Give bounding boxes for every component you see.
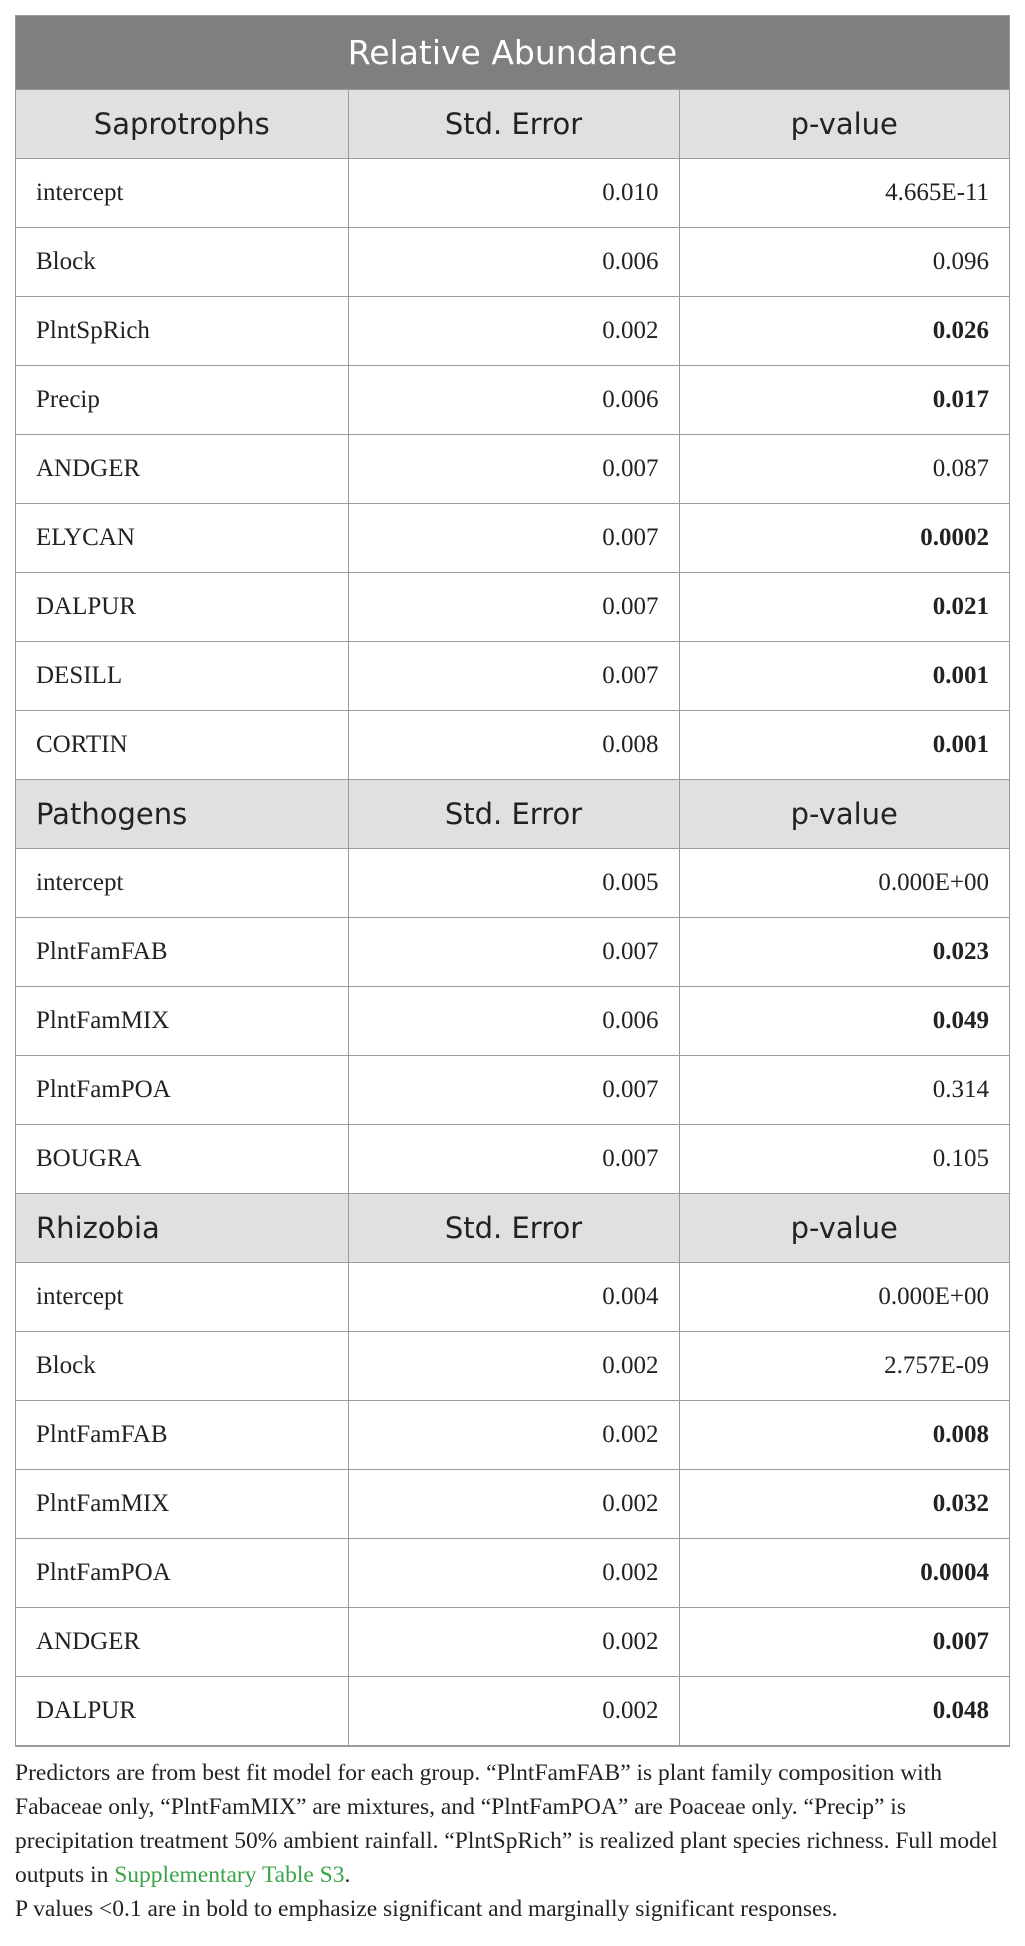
p-value-cell: 0.023 [679, 918, 1009, 987]
std-error-cell: 0.006 [348, 228, 679, 297]
predictor-cell: ANDGER [16, 435, 348, 504]
table-row [16, 849, 1009, 918]
predictor-cell: Block [16, 1332, 348, 1401]
table-row [16, 918, 1009, 987]
std-error-cell: 0.002 [348, 1677, 679, 1746]
column-header-std-error: Std. Error [348, 780, 679, 849]
std-error-cell: 0.007 [348, 1056, 679, 1125]
table-row [16, 642, 1009, 711]
predictor-cell: CORTIN [16, 711, 348, 780]
std-error-cell: 0.002 [348, 1401, 679, 1470]
predictor-cell: intercept [16, 159, 348, 228]
std-error-cell: 0.004 [348, 1263, 679, 1332]
std-error-cell: 0.002 [348, 1470, 679, 1539]
table-title: Relative Abundance [16, 16, 1009, 90]
p-value-cell: 0.087 [679, 435, 1009, 504]
table-row [16, 1470, 1009, 1539]
table-row [16, 435, 1009, 504]
p-value-cell: 0.032 [679, 1470, 1009, 1539]
predictor-cell: BOUGRA [16, 1125, 348, 1194]
table-row [16, 1539, 1009, 1608]
predictor-cell: PlntFamPOA [16, 1056, 348, 1125]
footnote-text: Predictors are from best fit model for each group. “PlntFamFAB” is plant family composition with Fabaceae only, “PlntFamMIX” are mixtures, and “PlntFamPOA” are Poaceae only. “Precip” is precipitation treatment 50% ambient rainfall. “PlntSpRich” is realized plant species richness. Full model outputs in [15, 1760, 998, 1888]
p-value-cell: 4.665E-11 [679, 159, 1009, 228]
table-row [16, 1263, 1009, 1332]
table-footnote [15, 1756, 1010, 1926]
p-value-cell: 0.048 [679, 1677, 1009, 1746]
std-error-cell: 0.007 [348, 573, 679, 642]
table-row [16, 366, 1009, 435]
std-error-cell: 0.010 [348, 159, 679, 228]
column-header-p-value: p-value [679, 780, 1009, 849]
p-value-cell: 0.001 [679, 642, 1009, 711]
std-error-cell: 0.007 [348, 435, 679, 504]
predictor-cell: PlntFamMIX [16, 987, 348, 1056]
predictor-cell: PlntFamFAB [16, 1401, 348, 1470]
table-row [16, 297, 1009, 366]
predictor-cell: PlntFamPOA [16, 1539, 348, 1608]
p-value-cell: 2.757E-09 [679, 1332, 1009, 1401]
table-row [16, 1608, 1009, 1677]
results-table-container [15, 15, 1010, 1747]
std-error-cell: 0.002 [348, 297, 679, 366]
column-header-std-error: Std. Error [348, 90, 679, 159]
p-value-cell: 0.105 [679, 1125, 1009, 1194]
p-value-cell: 0.026 [679, 297, 1009, 366]
std-error-cell: 0.002 [348, 1332, 679, 1401]
p-value-cell: 0.017 [679, 366, 1009, 435]
table-row [16, 1125, 1009, 1194]
predictor-cell: intercept [16, 849, 348, 918]
predictor-cell: DALPUR [16, 1677, 348, 1746]
table-title-row [16, 16, 1009, 90]
predictor-cell: ANDGER [16, 1608, 348, 1677]
p-value-cell: 0.001 [679, 711, 1009, 780]
footnote-period: . [344, 1862, 351, 1888]
table-row [16, 573, 1009, 642]
predictor-cell: DESILL [16, 642, 348, 711]
supplementary-table-link[interactable]: Supplementary Table S3 [114, 1862, 345, 1888]
p-value-cell: 0.0004 [679, 1539, 1009, 1608]
predictor-cell: intercept [16, 1263, 348, 1332]
std-error-cell: 0.007 [348, 1125, 679, 1194]
std-error-cell: 0.002 [348, 1608, 679, 1677]
table-row [16, 228, 1009, 297]
table-row [16, 504, 1009, 573]
relative-abundance-table [16, 16, 1009, 1746]
p-value-cell: 0.008 [679, 1401, 1009, 1470]
group-name: Pathogens [16, 780, 348, 849]
footnote-paragraph-1 [15, 1756, 1010, 1892]
predictor-cell: Precip [16, 366, 348, 435]
std-error-cell: 0.008 [348, 711, 679, 780]
predictor-cell: PlntSpRich [16, 297, 348, 366]
group-header-row [16, 90, 1009, 159]
std-error-cell: 0.007 [348, 642, 679, 711]
p-value-cell: 0.0002 [679, 504, 1009, 573]
p-value-cell: 0.314 [679, 1056, 1009, 1125]
predictor-cell: PlntFamFAB [16, 918, 348, 987]
group-header-row [16, 780, 1009, 849]
std-error-cell: 0.002 [348, 1539, 679, 1608]
column-header-p-value: p-value [679, 1194, 1009, 1263]
p-value-cell: 0.096 [679, 228, 1009, 297]
p-value-cell: 0.000E+00 [679, 849, 1009, 918]
p-value-cell: 0.049 [679, 987, 1009, 1056]
predictor-cell: ELYCAN [16, 504, 348, 573]
table-row [16, 987, 1009, 1056]
p-value-cell: 0.000E+00 [679, 1263, 1009, 1332]
predictor-cell: DALPUR [16, 573, 348, 642]
table-row [16, 1056, 1009, 1125]
table-row [16, 1677, 1009, 1746]
column-header-p-value: p-value [679, 90, 1009, 159]
table-row [16, 711, 1009, 780]
std-error-cell: 0.006 [348, 987, 679, 1056]
p-value-cell: 0.021 [679, 573, 1009, 642]
table-row [16, 1401, 1009, 1470]
std-error-cell: 0.006 [348, 366, 679, 435]
std-error-cell: 0.007 [348, 504, 679, 573]
footnote-paragraph-2: P values <0.1 are in bold to emphasize significant and marginally significant responses. [15, 1896, 838, 1922]
table-row [16, 1332, 1009, 1401]
column-header-std-error: Std. Error [348, 1194, 679, 1263]
p-value-cell: 0.007 [679, 1608, 1009, 1677]
group-name: Rhizobia [16, 1194, 348, 1263]
std-error-cell: 0.007 [348, 918, 679, 987]
group-name: Saprotrophs [16, 90, 348, 159]
group-header-row [16, 1194, 1009, 1263]
predictor-cell: PlntFamMIX [16, 1470, 348, 1539]
std-error-cell: 0.005 [348, 849, 679, 918]
table-row [16, 159, 1009, 228]
predictor-cell: Block [16, 228, 348, 297]
